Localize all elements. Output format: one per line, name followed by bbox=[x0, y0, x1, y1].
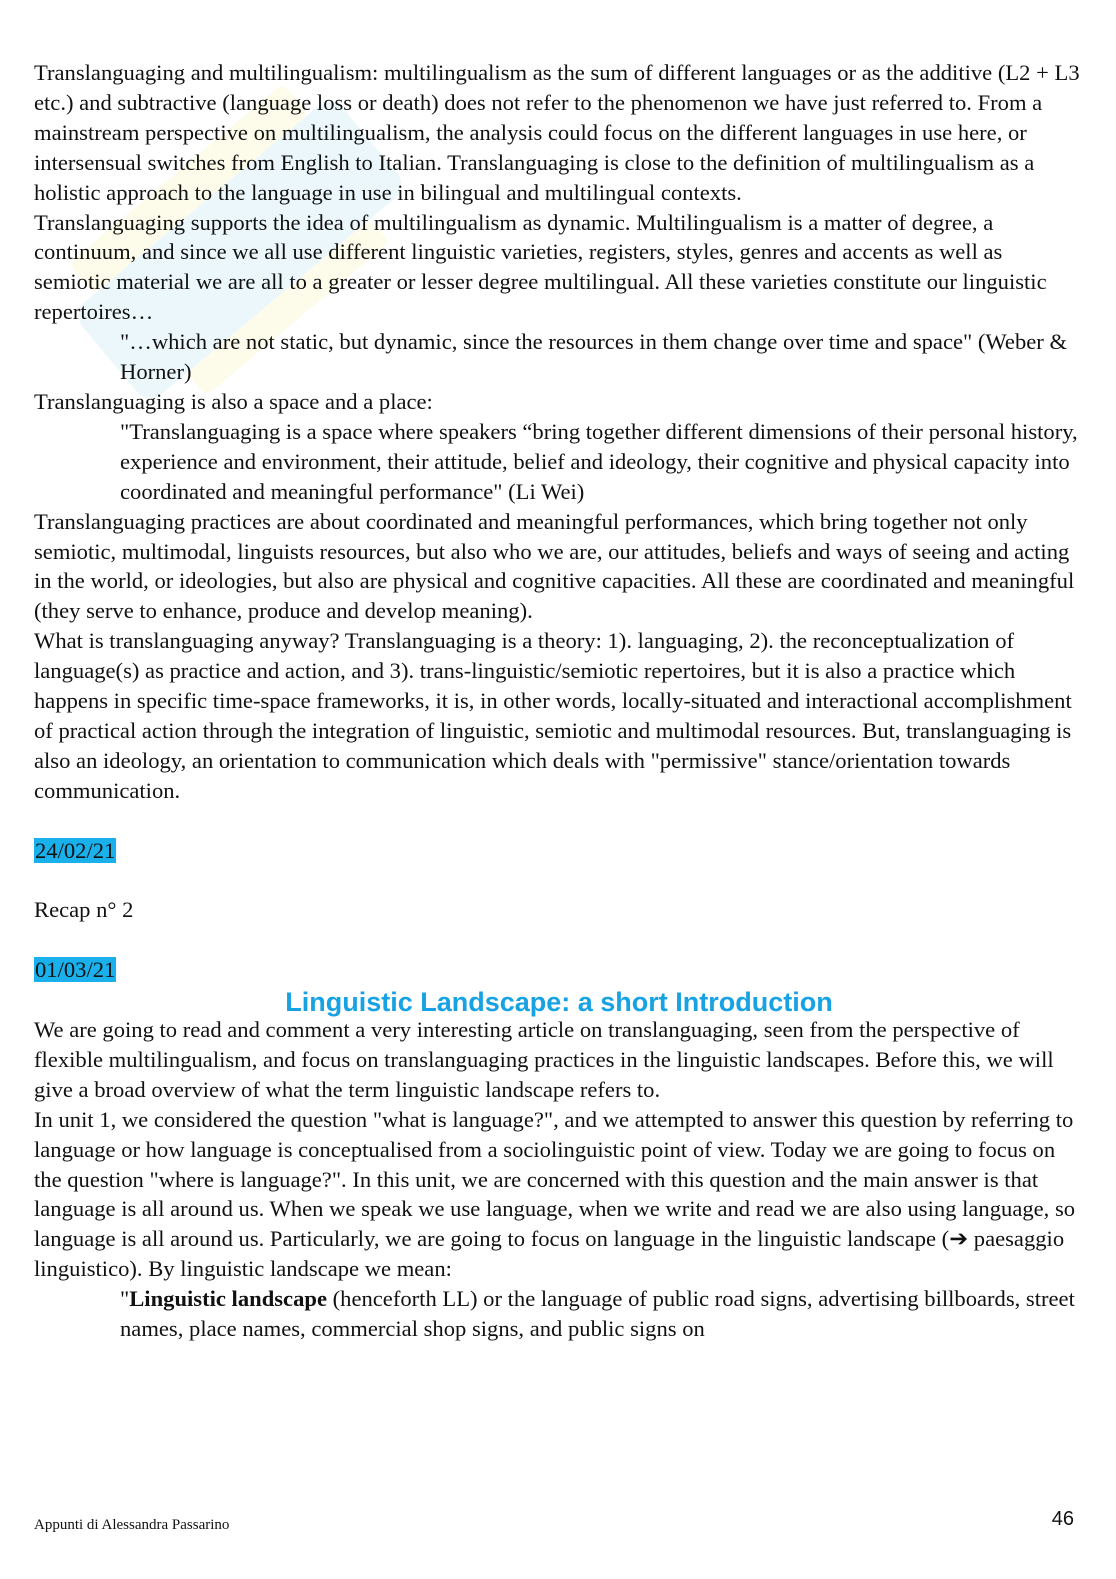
quote-definition: (henceforth LL) or the language of public road signs, advertising billboards, street names, place names, commercial shop signs, and public signs on bbox=[120, 1286, 1075, 1342]
section-title: Linguistic Landscape: a short Introduction bbox=[285, 987, 833, 1018]
footer-author: Appunti di Alessandra Passarino bbox=[34, 1517, 230, 1533]
quote-open-mark: " bbox=[120, 1286, 130, 1312]
spacer bbox=[34, 806, 1084, 836]
date-entry-2 bbox=[34, 955, 1084, 985]
date-highlight: 01/03/21 bbox=[35, 957, 116, 983]
page-number: 46 bbox=[1051, 1508, 1074, 1530]
paragraph-space-place: Translanguaging is also a space and a place: bbox=[34, 388, 433, 414]
paragraph-what-is: What is translanguaging anyway? Translanguaging is a theory: 1). languaging, 2). the reconceptualization of language(s) as practice and action, and 3). trans-linguistic/semiotic repertoires, but it is also a practice which happens in specific time-space frameworks, it is, in other words, locally-situated and interactional accomplishment of practical action through the integration of linguistic, semiotic and multimodal resources. But, translanguaging is also an ideology, an orientation to communication which deals with "permissive" stance/orientation towards communication. bbox=[34, 628, 1072, 803]
quote-linguistic-landscape bbox=[34, 1284, 1084, 1344]
spacer bbox=[34, 865, 1084, 895]
term-linguistic-landscape: Linguistic landscape bbox=[129, 1286, 327, 1312]
paragraph-practices: Translanguaging practices are about coordinated and meaningful performances, which bring together not only semiotic, multimodal, linguists resources, but also who we are, our attitudes, beliefs and ways of seeing and acting in the world, or ideologies, but also are physical and cognitive capacities. All these are coordinated and meaningful (they serve to enhance, produce and develop meaning). bbox=[34, 508, 1075, 624]
paragraph-unit-1: In unit 1, we considered the question "what is language?", and we attempted to answer this question by referring to language or how language is conceptualised from a sociolinguistic point of view. Today we are going to focus on the question "where is language?". In this unit, we are concerned with this question and the main answer is that language is all around us. When we speak we use language, when we write and read we are also using language, so language is all around us. Particularly, we are going to focus on language in the linguistic landscape (➔ paesaggio linguistico). By linguistic landscape we mean: bbox=[34, 1106, 1076, 1282]
quote-weber-horner: "…which are not static, but dynamic, since the resources in them change over time and space" (Weber & Horner) bbox=[120, 329, 1068, 385]
page-content bbox=[34, 58, 1084, 1344]
paragraph-dynamic: Translanguaging supports the idea of multilingualism as dynamic. Multilingualism is a matter of degree, a continuum, and since we all use different linguistic varieties, registers, styles, genres and accents as well as semiotic material we are all to a greater or lesser degree multilingual. All these varieties constitute our linguistic repertoires… bbox=[34, 209, 1047, 325]
date-entry-1 bbox=[34, 836, 1084, 866]
spacer bbox=[34, 925, 1084, 955]
quote-li-wei: "Translanguaging is a space where speakers “bring together different dimensions of their personal history, experience and environment, their attitude, belief and ideology, their cognitive and physical capacity into coordinated and meaningful performance" (Li Wei) bbox=[120, 418, 1078, 504]
paragraph-multilingualism: Translanguaging and multilingualism: multilingualism as the sum of different languages or as the additive (L2 + L3 etc.) and subtractive (language loss or death) does not refer to the phenomenon we have just referred to. From a mainstream perspective on multilingualism, the analysis could focus on the different languages in use here, or intersensual switches from English to Italian. Translanguaging is close to the definition of multilingualism as a holistic approach to the language in use in bilingual and multilingual contexts. bbox=[34, 60, 1080, 205]
recap-line: Recap n° 2 bbox=[34, 897, 134, 923]
date-highlight: 24/02/21 bbox=[35, 837, 116, 863]
paragraph-article: We are going to read and comment a very interesting article on translanguaging, seen from the perspective of flexible multilingualism, and focus on translanguaging practices in the linguistic landscapes. Before this, we will give a broad overview of what the term linguistic landscape refers to. bbox=[34, 1017, 1054, 1102]
